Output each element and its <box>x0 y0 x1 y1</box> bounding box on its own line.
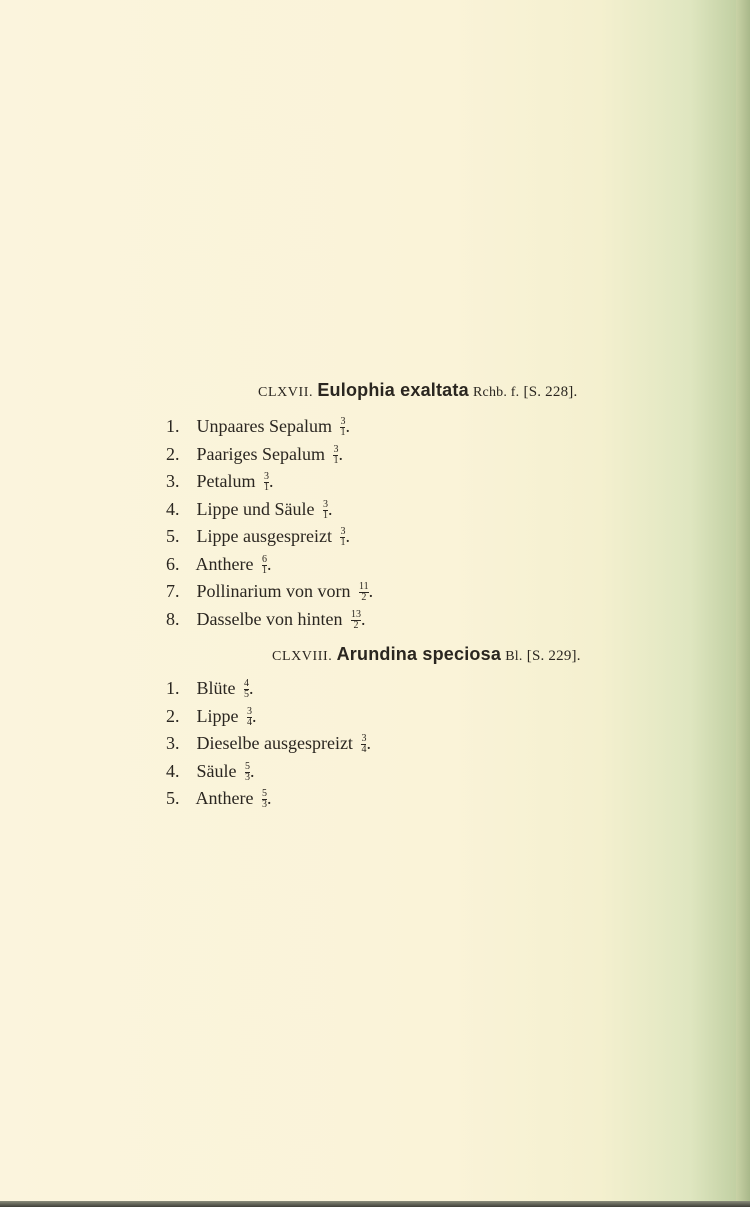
item-number: 2. <box>166 705 180 726</box>
item-number: 6. <box>166 553 180 574</box>
list-item: 2. Lippe $\frac{3}{4}$ . <box>166 703 371 731</box>
list-item: 4. Lippe und Säule $\frac{3}{1}$ . <box>166 496 373 524</box>
section-heading-clxvii <box>258 380 577 401</box>
magnification-fraction: $\frac{11}{2}$ <box>359 581 369 604</box>
plate-number: CLXVII. <box>258 385 314 400</box>
item-text: Anthere <box>195 788 254 808</box>
item-number: 4. <box>166 498 180 519</box>
section-heading-clxviii <box>272 644 581 665</box>
item-text: Blüte <box>196 678 236 698</box>
list-item: 1. Blüte $\frac{4}{5}$ . <box>166 675 371 703</box>
item-number: 5. <box>166 788 180 808</box>
list-item: 4. Säule $\frac{5}{3}$ . <box>166 758 371 786</box>
item-text: Lippe ausgespreizt <box>196 526 332 546</box>
magnification-fraction: $\frac{3}{4}$ <box>361 733 367 756</box>
list-item: 3. Petalum $\frac{3}{1}$ . <box>166 468 373 496</box>
item-text: Dasselbe von hinten <box>196 608 343 629</box>
figure-list-clxviii <box>166 675 371 813</box>
item-text: Säule <box>196 760 237 781</box>
magnification-fraction: $\frac{13}{2}$ <box>350 608 361 631</box>
list-item: 3. Dieselbe ausgespreizt $\frac{3}{4}$ . <box>166 730 371 758</box>
item-text: Paariges Sepalum <box>196 443 325 464</box>
magnification-fraction: $\frac{3}{1}$ <box>340 526 346 549</box>
magnification-fraction: $\frac{5}{3}$ <box>262 788 267 811</box>
plate-number: CLXVIII. <box>272 649 333 664</box>
page-spine-shadow <box>736 0 750 1207</box>
item-number: 3. <box>166 733 180 753</box>
magnification-fraction: $\frac{3}{1}$ <box>340 416 346 439</box>
list-item: 6. Anthere $\frac{6}{1}$ . <box>166 551 373 579</box>
item-number: 2. <box>166 443 180 464</box>
species-name: Eulophia exaltata <box>317 380 469 400</box>
item-text: Petalum <box>196 471 256 491</box>
item-number: 8. <box>166 608 180 629</box>
magnification-fraction: $\frac{3}{1}$ <box>322 498 328 521</box>
magnification-fraction: $\frac{3}{1}$ <box>264 471 269 494</box>
item-number: 1. <box>166 416 180 436</box>
item-number: 7. <box>166 581 180 601</box>
species-name: Arundina speciosa <box>336 644 502 664</box>
page-reference: [S. 228]. <box>523 384 578 400</box>
item-text: Dieselbe ausgespreizt <box>196 733 353 753</box>
page-reference: [S. 229]. <box>526 648 581 664</box>
list-item: 1. Unpaares Sepalum $\frac{3}{1}$ . <box>166 413 373 441</box>
item-text: Lippe und Säule <box>196 498 315 519</box>
page-bottom-edge <box>0 1201 750 1207</box>
magnification-fraction: $\frac{3}{4}$ <box>247 705 252 728</box>
list-item: 2. Paariges Sepalum $\frac{3}{1}$ . <box>166 441 373 469</box>
list-item: 8. Dasselbe von hinten $\frac{13}{2}$ . <box>166 606 373 634</box>
list-item: 5. Anthere $\frac{5}{3}$ . <box>166 785 371 813</box>
item-text: Lippe <box>196 705 239 726</box>
list-item: 7. Pollinarium von vorn $\frac{11}{2}$ . <box>166 578 373 606</box>
figure-list-clxvii <box>166 413 373 633</box>
item-number: 5. <box>166 526 180 546</box>
magnification-fraction: $\frac{5}{3}$ <box>245 760 250 783</box>
item-number: 3. <box>166 471 180 491</box>
item-text: Unpaares Sepalum <box>196 416 332 436</box>
species-author: Rchb. f. <box>473 385 520 400</box>
item-text: Anthere <box>195 553 254 574</box>
magnification-fraction: $\frac{4}{5}$ <box>244 678 249 701</box>
list-item: 5. Lippe ausgespreizt $\frac{3}{1}$ . <box>166 523 373 551</box>
item-number: 1. <box>166 678 180 698</box>
item-number: 4. <box>166 760 180 781</box>
item-text: Pollinarium von vorn <box>196 581 351 601</box>
magnification-fraction: $\frac{3}{1}$ <box>333 443 339 466</box>
species-author: Bl. <box>505 649 523 664</box>
magnification-fraction: $\frac{6}{1}$ <box>262 553 267 576</box>
